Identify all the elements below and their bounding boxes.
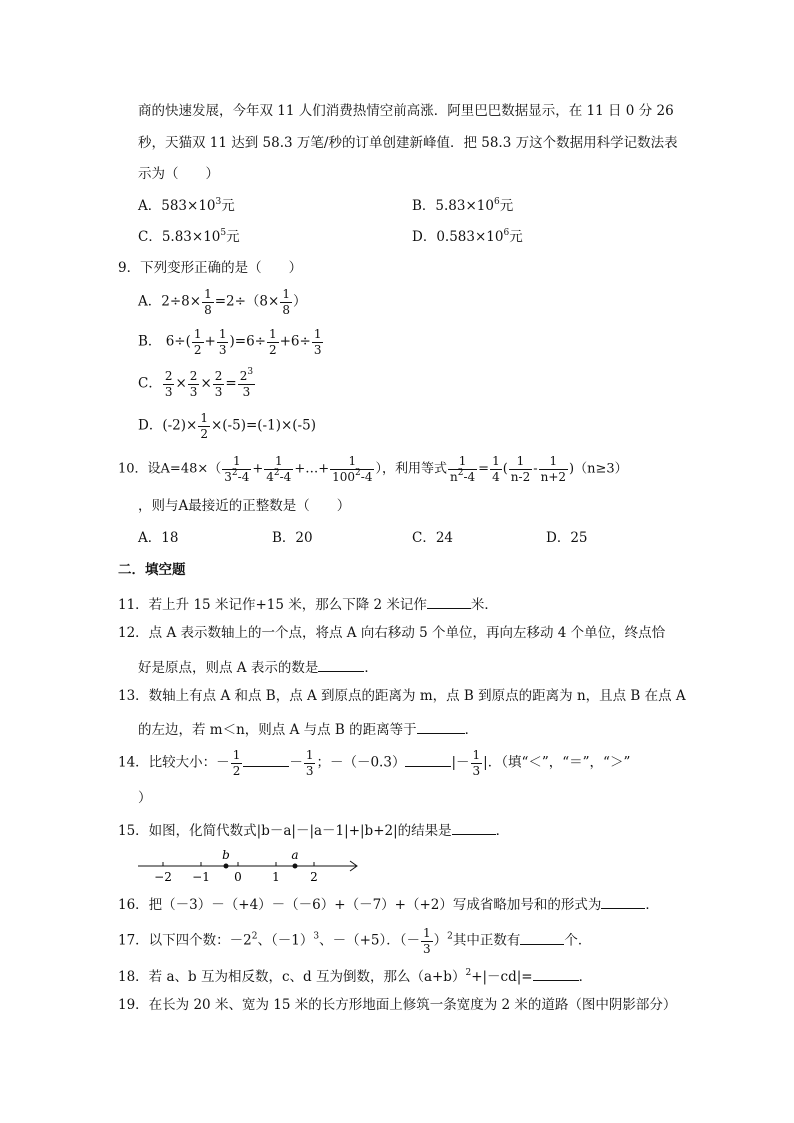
tick-label: −2 [154, 870, 172, 884]
q19: 19．在长为 20 米、宽为 15 米的长方形地面上修筑一条宽度为 2 米的道路（图中阴影部分） [118, 997, 677, 1013]
tick-label: 0 [234, 870, 242, 884]
answer-blank[interactable] [318, 659, 364, 672]
point-a [293, 864, 298, 869]
answer-blank[interactable] [405, 754, 451, 767]
answer-blank[interactable] [520, 932, 564, 945]
q9-option-d: D．(-2)× $\frac{1}{2}$ ×(-5)=(-1)×(-5) [138, 411, 316, 441]
section-heading: 二．填空题 [118, 562, 186, 578]
tick-label: 2 [310, 870, 318, 884]
label-a: a [291, 848, 299, 862]
q9-stem: 9．下列变形正确的是（ ） [118, 260, 303, 276]
answer-blank[interactable] [417, 721, 465, 734]
number-line-figure [130, 846, 370, 884]
q14-line2: ） [138, 790, 152, 806]
q12-line1: 12．点 A 表示数轴上的一个点，将点 A 向右移动 5 个单位，再向左移动 4 个单位，终点恰 [118, 625, 666, 641]
q18: 18．若 a、b 互为相反数，c、d 互为倒数，那么$(a+b)^2+|-cd|=$ ． [118, 968, 593, 985]
q10-formula: 10．设A=48×（ $\frac{1}{3^2-4}$ + $\frac{1}{4^2-4}$ +…+ $\frac{1}{100^2-4}$ ），利用等式 $\frac{1}{n^2-4}$ = $\frac{1}{4}$ ( $\frac{1}{n-2}$ - $\frac{1}{n+2}$ )（n≥3） [118, 454, 628, 484]
q9-option-c: C． $\frac{2}{3}$ × $\frac{2}{3}$ × $\frac{2}{3}$ = $\frac{2^3}{3}$ [138, 367, 254, 399]
q8-option-a: A．$583\times 10^3$元 [138, 197, 235, 214]
q14: 14．比较大小：－ $\frac{1}{2}$ － $\frac{1}{3}$ ；－（－0.3） |－ $\frac{1}{3}$ |．（填“＜”，“＝”，“＞” [118, 748, 631, 778]
q10-line2: ，则与A最接近的正整数是（ ） [138, 498, 351, 514]
q10-option-c: C．24 [412, 530, 454, 546]
q10-option-b: B．20 [272, 530, 313, 546]
label-b: b [222, 848, 230, 862]
q10-option-d: D．25 [546, 530, 588, 546]
answer-blank[interactable] [427, 596, 471, 609]
q8-line3: 示为（ ） [138, 166, 219, 182]
q8-line1: 商的快速发展，今年双 11 人们消费热情空前高涨．阿里巴巴数据显示，在 11 日 0 分 26 [138, 103, 674, 119]
tick-label: −1 [192, 870, 210, 884]
q9-option-a: A．2÷8× $\frac{1}{8}$ =2÷（8× $\frac{1}{8}$ ） [138, 287, 307, 317]
q13-line1: 13．数轴上有点 A 和点 B，点 A 到原点的距离为 m，点 B 到原点的距离为 n，且点 B 在点 A [118, 688, 686, 704]
answer-blank[interactable] [243, 754, 289, 767]
q9-option-b: B． 6÷( $\frac{1}{2}$ + $\frac{1}{3}$ )=6÷ $\frac{1}{2}$ +6÷ $\frac{1}{3}$ [138, 327, 322, 357]
q17: 17．以下四个数：$-2^2$、$(-1)^3$、－（+5）．（－ $\frac{1}{3}$ ）$^2$其中正数有 个． [118, 926, 592, 956]
tick-label: 1 [272, 870, 280, 884]
q11: 11．若上升 15 米记作+15 米，那么下降 2 米记作 米． [118, 597, 498, 613]
answer-blank[interactable] [601, 896, 645, 909]
q8-option-c: C．$5.83\times 10^5$元 [138, 228, 240, 245]
q8-option-d: D．$0.583\times 10^6$元 [412, 228, 523, 245]
answer-blank[interactable] [452, 822, 496, 835]
q13-line2: 的左边，若 m＜n，则点 A 与点 B 的距离等于 ． [138, 722, 479, 738]
q8-line2: 秒，天猫双 11 达到 58.3 万笔/秒的订单创建新峰值．把 58.3 万这个数据用科学记数法表 [138, 135, 678, 151]
point-b [224, 864, 229, 869]
q10-option-a: A．18 [138, 530, 179, 546]
q16: 16．把（－3）－（+4）－（－6）+（－7）+（+2）写成省略加号和的形式为 ． [118, 897, 659, 913]
q12-line2: 好是原点，则点 A 表示的数是 ． [138, 660, 378, 676]
q8-option-b: B．$5.83\times 10^6$元 [412, 197, 514, 214]
answer-blank[interactable] [533, 968, 579, 981]
q15: 15．如图，化简代数式|b－a|－|a－1|+|b+2|的结果是 ． [118, 823, 510, 839]
